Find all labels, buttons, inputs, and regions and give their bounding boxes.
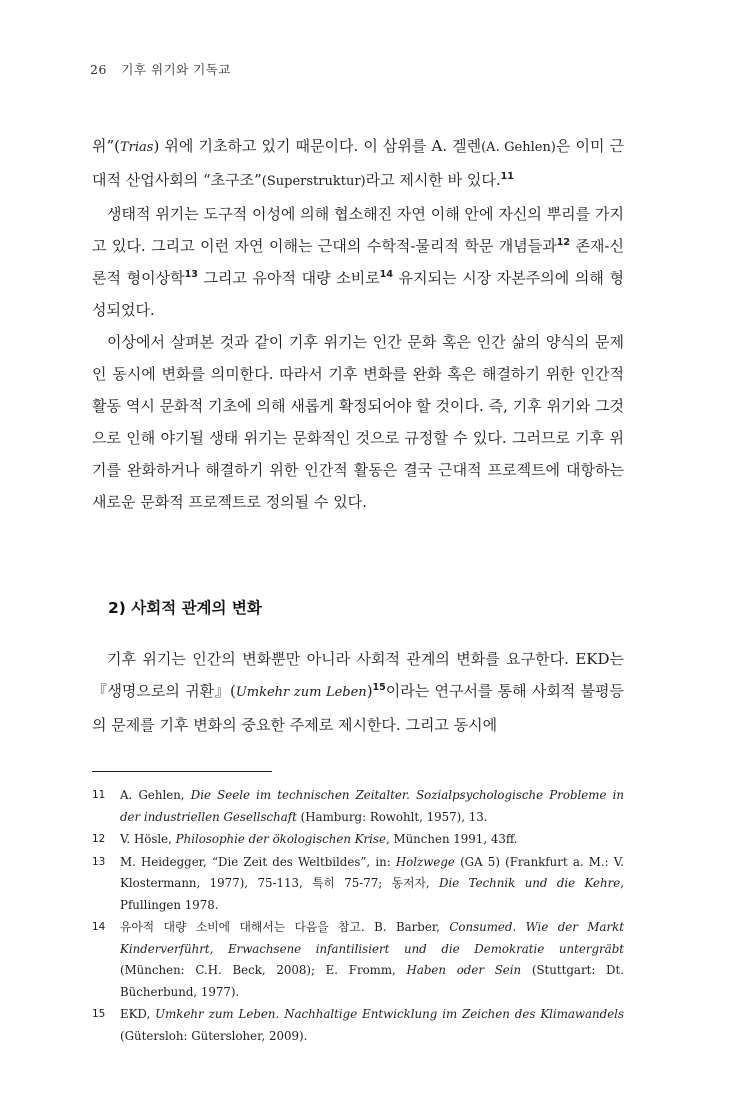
text-run-italic: Trias (120, 140, 154, 155)
footnote-text: (GA 5) (Frankfurt a. M.: V. Klostermann, 1977), 75-113, 특히 75-77; 동저자, (120, 854, 625, 890)
text-run: 기후 위기는 인간의 변화뿐만 아니라 사회적 관계의 변화를 요구한다. EKD는 『생명으로의 귀환』( (92, 650, 624, 700)
running-title: 기후 위기와 기독교 (121, 62, 231, 77)
footnote-15 (92, 1004, 624, 1047)
paragraph-3: 이상에서 살펴본 것과 같이 기후 위기는 인간 문화 혹은 인간 삶의 양식의 문제인 동시에 변화를 의미한다. 따라서 기후 변화를 완화 혹은 해결하기 위한 인간적 활동 역시 문화적 기초에 의해 새롭게 확정되어야 할 것이다. 즉, 기후 위기와 그것으로 인해 야기될 생태 위기는 문화적인 것으로 규정할 수 있다. 그러므로 기후 위기를 완화하거나 해결하기 위한 인간적 활동은 결국 근대적 프로젝트에 대항하는 새로운 문화적 프로젝트로 정의될 수 있다. (92, 333, 624, 511)
footnote-number: 12 (92, 833, 106, 845)
footnote-text: , München 1991, 43ff. (385, 832, 518, 846)
footnote-number: 15 (92, 1008, 106, 1020)
text-run: 유지되는 시장 자본주의에 의해 형성되었다. (92, 269, 624, 319)
footnote-text: A. Gehlen, (120, 788, 191, 802)
footnote-text: (München: C.H. Beck, 2008); E. Fromm, (120, 963, 407, 977)
footnote-13 (92, 852, 624, 917)
footnote-ref-11[interactable]: 11 (500, 171, 514, 182)
footnote-text: (Gütersloh: Gütersloher, 2009). (120, 1028, 308, 1043)
footnote-ref-15[interactable]: 15 (372, 682, 386, 693)
text-run: (Superstruktur) (261, 174, 366, 189)
text-run: 존재-신론적 형이상학 (92, 237, 624, 287)
footnote-ref-13[interactable]: 13 (184, 269, 198, 280)
footnote-ref-14[interactable]: 14 (379, 269, 393, 280)
footnote-text: M. Heidegger, “Die Zeit des Weltbildes”, in: (120, 854, 396, 869)
running-header (90, 60, 231, 78)
footnote-title: Consumed. Wie der Markt Kinderverführt, Erwachsene infantilisiert und die Demokratie untergräbt (120, 920, 624, 956)
footnote-number: 14 (92, 921, 106, 933)
text-run: 생태적 위기는 도구적 이성에 의해 협소해진 자연 이해 안에 자신의 뿌리를 가지고 있다. 그리고 이런 자연 이해는 근대의 수학적-물리적 학문 개념들과 (92, 205, 624, 255)
text-run: 이라는 연구서를 통해 사회적 불평등의 문제를 기후 변화의 중요한 주제로 제시한다. 그리고 동시에 (92, 682, 624, 734)
footnote-text: 유아적 대량 소비에 대해서는 다음을 참고. B. Barber, (120, 920, 450, 934)
text-run: 라고 제시한 바 있다. (365, 171, 501, 189)
footnote-title: Umkehr zum Leben. Nachhaltige Entwicklung im Zeichen des Klimawandels (155, 1007, 624, 1021)
body-text-bottom (92, 643, 624, 741)
footnote-text: V. Hösle, (120, 832, 176, 846)
footnote-text: EKD, (120, 1007, 156, 1021)
footnote-text: , Pfullingen 1978. (120, 876, 624, 912)
paragraph-1 (92, 130, 624, 198)
paragraph-4 (92, 643, 624, 741)
body-text-top (92, 130, 624, 518)
footnote-number: 13 (92, 855, 106, 868)
footnote-12 (92, 829, 624, 851)
text-run: 그리고 유아적 대량 소비로 (197, 269, 380, 287)
footnote-title: Die Seele im technischen Zeitalter. Sozialpsychologische Probleme in der industriellen Gesellschaft (120, 788, 624, 824)
footnote-14 (92, 917, 624, 1003)
text-run: (A. Gehlen) (481, 140, 556, 155)
text-run: ) (366, 682, 373, 700)
footnote-title: Philosophie der ökologischen Krise (175, 832, 386, 846)
footnotes (92, 785, 624, 1048)
paragraph-2 (92, 198, 624, 326)
text-run: 위”( (92, 137, 121, 155)
footnote-title: Holzwege (395, 854, 455, 869)
footnote-number: 11 (92, 789, 106, 801)
footnote-title: Die Technik und die Kehre (439, 876, 621, 890)
section-heading: 2) 사회적 관계의 변화 (108, 599, 262, 617)
text-run: 은 이미 근대적 산업사회의 “초구조” (92, 137, 624, 189)
text-run-italic: Umkehr zum Leben (235, 685, 367, 700)
footnote-text: (Stuttgart: Dt. Bücherbund, 1977). (120, 963, 624, 999)
footnote-text: (Hamburg: Rowohlt, 1957), 13. (296, 809, 488, 824)
text-run: ) 위에 기초하고 있기 때문이다. 이 삼위를 A. 겔렌 (153, 137, 482, 155)
page-number: 26 (90, 62, 107, 77)
footnote-11 (92, 785, 624, 828)
footnote-title: Haben oder Sein (406, 963, 522, 977)
footnote-divider (92, 771, 272, 772)
footnote-ref-12[interactable]: 12 (556, 237, 570, 248)
